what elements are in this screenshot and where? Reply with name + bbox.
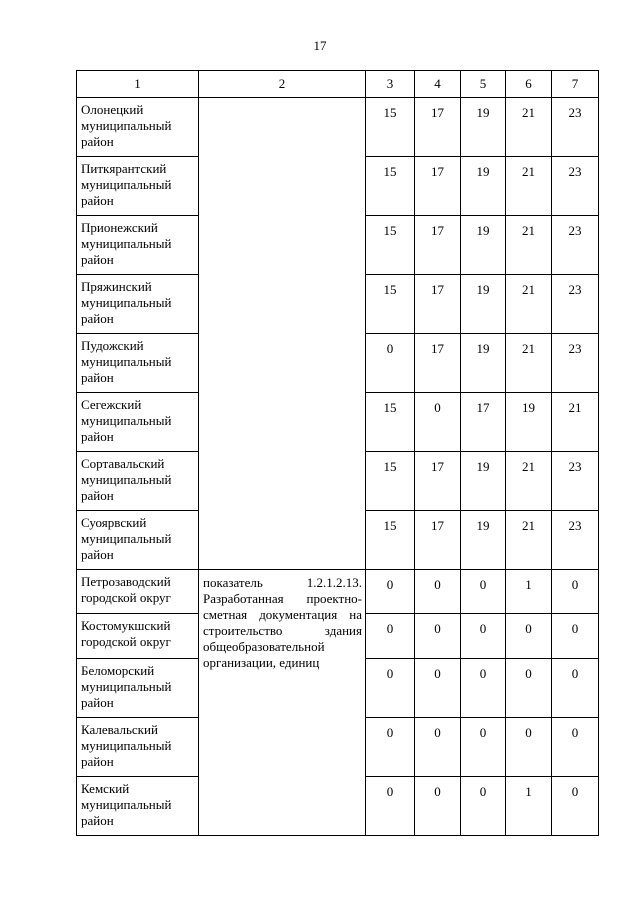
value-cell: 0 bbox=[461, 570, 506, 614]
table-row bbox=[77, 570, 599, 614]
value-cell: 21 bbox=[506, 511, 552, 570]
value-cell: 0 bbox=[366, 718, 415, 777]
value-cell: 0 bbox=[461, 614, 506, 659]
value-cell: 21 bbox=[506, 334, 552, 393]
value-cell: 0 bbox=[366, 659, 415, 718]
district-name: Костомукшский городской округ bbox=[77, 614, 199, 659]
value-cell: 23 bbox=[552, 511, 599, 570]
value-cell: 21 bbox=[506, 98, 552, 157]
value-cell: 15 bbox=[366, 452, 415, 511]
district-name: Суоярвский муниципальный район bbox=[77, 511, 199, 570]
value-cell: 15 bbox=[366, 275, 415, 334]
value-cell: 0 bbox=[415, 659, 461, 718]
column-header: 2 bbox=[199, 71, 366, 98]
column-header: 1 bbox=[77, 71, 199, 98]
value-cell: 21 bbox=[552, 393, 599, 452]
value-cell: 19 bbox=[461, 275, 506, 334]
value-cell: 17 bbox=[461, 393, 506, 452]
value-cell: 15 bbox=[366, 98, 415, 157]
value-cell: 17 bbox=[415, 98, 461, 157]
district-name: Сортавальский муниципальный район bbox=[77, 452, 199, 511]
value-cell: 19 bbox=[506, 393, 552, 452]
indicator-table bbox=[76, 70, 599, 836]
value-cell: 19 bbox=[461, 452, 506, 511]
column-header: 3 bbox=[366, 71, 415, 98]
indicator-cell-empty bbox=[199, 98, 366, 570]
value-cell: 0 bbox=[506, 718, 552, 777]
value-cell: 0 bbox=[552, 570, 599, 614]
district-name: Пряжинский муниципальный район bbox=[77, 275, 199, 334]
value-cell: 23 bbox=[552, 334, 599, 393]
value-cell: 23 bbox=[552, 216, 599, 275]
value-cell: 0 bbox=[415, 777, 461, 836]
value-cell: 15 bbox=[366, 157, 415, 216]
value-cell: 21 bbox=[506, 452, 552, 511]
value-cell: 17 bbox=[415, 452, 461, 511]
indicator-description: показатель 1.2.1.2.13. Разработанная проектно-сметная документация на строительство здания общеобразовательной организации, единиц bbox=[199, 570, 366, 836]
value-cell: 17 bbox=[415, 157, 461, 216]
value-cell: 17 bbox=[415, 334, 461, 393]
page-number: 17 bbox=[313, 38, 327, 53]
value-cell: 0 bbox=[366, 777, 415, 836]
column-header: 5 bbox=[461, 71, 506, 98]
district-name: Калевальский муниципальный район bbox=[77, 718, 199, 777]
value-cell: 0 bbox=[366, 334, 415, 393]
value-cell: 1 bbox=[506, 570, 552, 614]
district-name: Олонецкий муниципальный район bbox=[77, 98, 199, 157]
value-cell: 19 bbox=[461, 98, 506, 157]
district-name: Пудожский муниципальный район bbox=[77, 334, 199, 393]
table-row bbox=[77, 98, 599, 157]
value-cell: 17 bbox=[415, 275, 461, 334]
value-cell: 0 bbox=[552, 614, 599, 659]
district-name: Сегежский муниципальный район bbox=[77, 393, 199, 452]
district-name: Прионежский муниципальный район bbox=[77, 216, 199, 275]
district-name: Беломорский муниципальный район bbox=[77, 659, 199, 718]
value-cell: 15 bbox=[366, 216, 415, 275]
value-cell: 17 bbox=[415, 216, 461, 275]
value-cell: 19 bbox=[461, 216, 506, 275]
value-cell: 17 bbox=[415, 511, 461, 570]
value-cell: 23 bbox=[552, 98, 599, 157]
value-cell: 23 bbox=[552, 275, 599, 334]
value-cell: 1 bbox=[506, 777, 552, 836]
value-cell: 0 bbox=[415, 614, 461, 659]
value-cell: 21 bbox=[506, 275, 552, 334]
value-cell: 19 bbox=[461, 157, 506, 216]
column-header: 7 bbox=[552, 71, 599, 98]
column-header: 4 bbox=[415, 71, 461, 98]
district-name: Петрозаводский городской округ bbox=[77, 570, 199, 614]
value-cell: 0 bbox=[415, 570, 461, 614]
header-row bbox=[77, 71, 599, 98]
value-cell: 0 bbox=[552, 718, 599, 777]
value-cell: 0 bbox=[415, 718, 461, 777]
value-cell: 19 bbox=[461, 334, 506, 393]
value-cell: 21 bbox=[506, 157, 552, 216]
value-cell: 0 bbox=[461, 659, 506, 718]
value-cell: 0 bbox=[506, 614, 552, 659]
value-cell: 0 bbox=[552, 777, 599, 836]
district-name: Кемский муниципальный район bbox=[77, 777, 199, 836]
column-header: 6 bbox=[506, 71, 552, 98]
district-name: Питкярантский муниципальный район bbox=[77, 157, 199, 216]
value-cell: 0 bbox=[506, 659, 552, 718]
value-cell: 0 bbox=[415, 393, 461, 452]
value-cell: 23 bbox=[552, 157, 599, 216]
value-cell: 0 bbox=[366, 570, 415, 614]
value-cell: 0 bbox=[461, 718, 506, 777]
table-body bbox=[77, 71, 599, 836]
value-cell: 15 bbox=[366, 511, 415, 570]
value-cell: 21 bbox=[506, 216, 552, 275]
value-cell: 0 bbox=[461, 777, 506, 836]
value-cell: 0 bbox=[366, 614, 415, 659]
value-cell: 23 bbox=[552, 452, 599, 511]
value-cell: 15 bbox=[366, 393, 415, 452]
value-cell: 0 bbox=[552, 659, 599, 718]
value-cell: 19 bbox=[461, 511, 506, 570]
